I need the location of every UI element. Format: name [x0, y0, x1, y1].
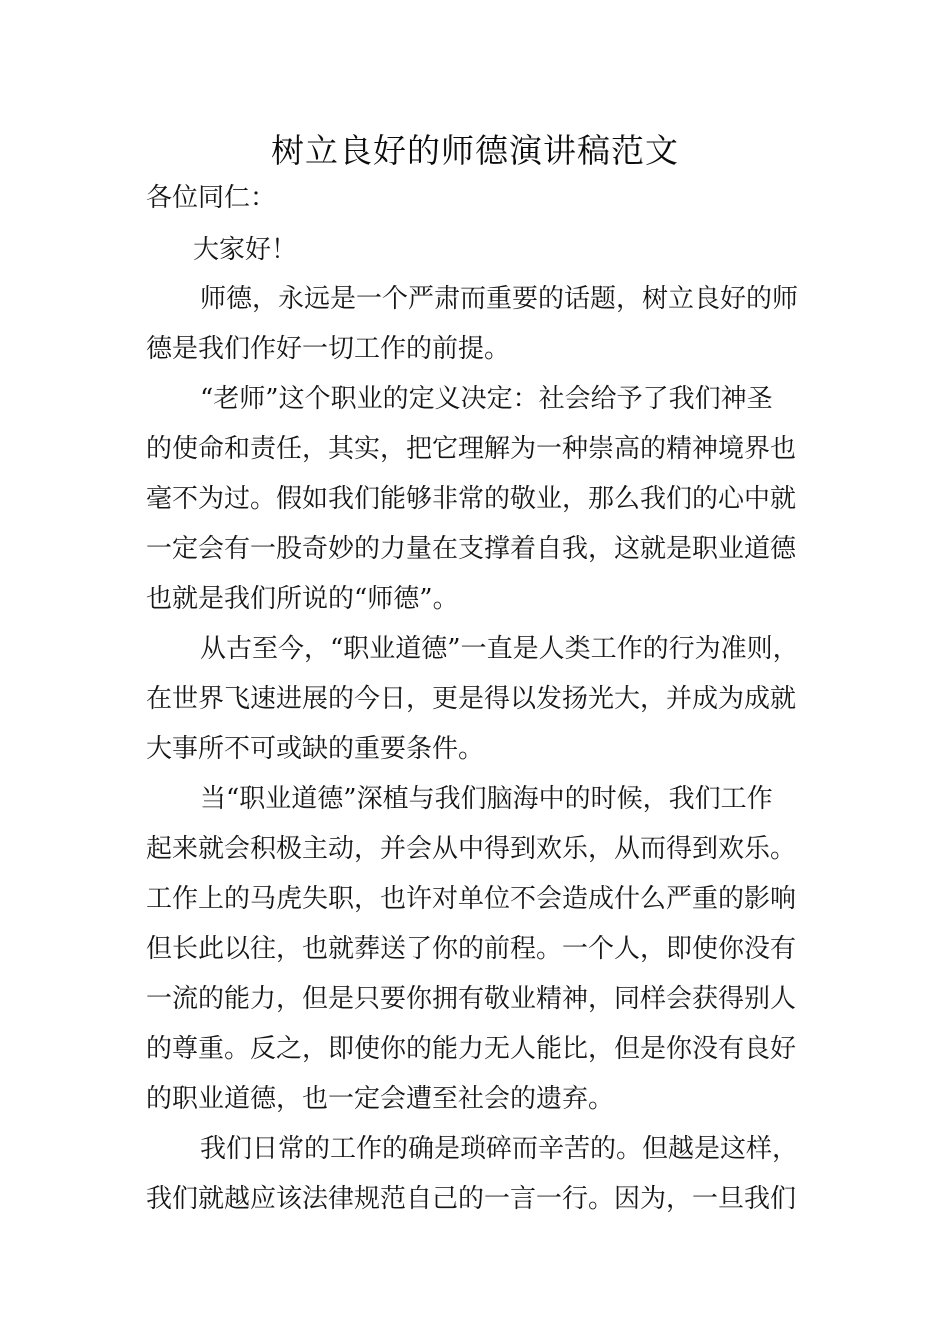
paragraph-line: 在世界飞速进展的今日，更是得以发扬光大，并成为成就 [146, 684, 797, 714]
paragraph-line: 德是我们作好一切工作的前提。 [146, 334, 511, 364]
document-title: 树立良好的师德演讲稿范文 [271, 131, 679, 170]
paragraph-line: 的尊重。反之，即使你的能力无人能比，但是你没有良好 [146, 1034, 797, 1064]
paragraph-line: 起来就会积极主动，并会从中得到欢乐，从而得到欢乐。 [146, 834, 797, 864]
paragraph-line: “老师”这个职业的定义决定：社会给予了我们神圣 [200, 384, 773, 414]
paragraph-line: 的使命和责任，其实，把它理解为一种崇高的精神境界也 [146, 434, 797, 464]
paragraph-line: 但长此以往，也就葬送了你的前程。一个人，即使你没有 [146, 934, 797, 964]
paragraph-line: 毫不为过。假如我们能够非常的敬业，那么我们的心中就 [146, 484, 797, 514]
paragraph-line: 大事所不可或缺的重要条件。 [146, 734, 485, 764]
greeting: 大家好！ [193, 235, 298, 265]
paragraph-line: 从古至今，“职业道德”一直是人类工作的行为准则， [200, 634, 799, 664]
paragraph-line: 一流的能力，但是只要你拥有敬业精神，同样会获得别人 [146, 984, 797, 1014]
paragraph-line: 当“职业道德”深植与我们脑海中的时候，我们工作 [200, 784, 773, 814]
salutation: 各位同仁： [146, 183, 277, 213]
paragraph-line: 我们日常的工作的确是琐碎而辛苦的。但越是这样， [200, 1134, 799, 1164]
paragraph-line: 一定会有一股奇妙的力量在支撑着自我，这就是职业道德 [146, 534, 797, 564]
paragraph-line: 的职业道德，也一定会遭至社会的遗弃。 [146, 1084, 615, 1114]
paragraph-line: 我们就越应该法律规范自己的一言一行。因为，一旦我们 [146, 1184, 797, 1214]
paragraph-line: 也就是我们所说的“师德”。 [146, 584, 459, 614]
paragraph-line: 工作上的马虎失职，也许对单位不会造成什么严重的影响 [146, 884, 797, 914]
paragraph-line: 师德，永远是一个严肃而重要的话题，树立良好的师 [200, 284, 799, 314]
